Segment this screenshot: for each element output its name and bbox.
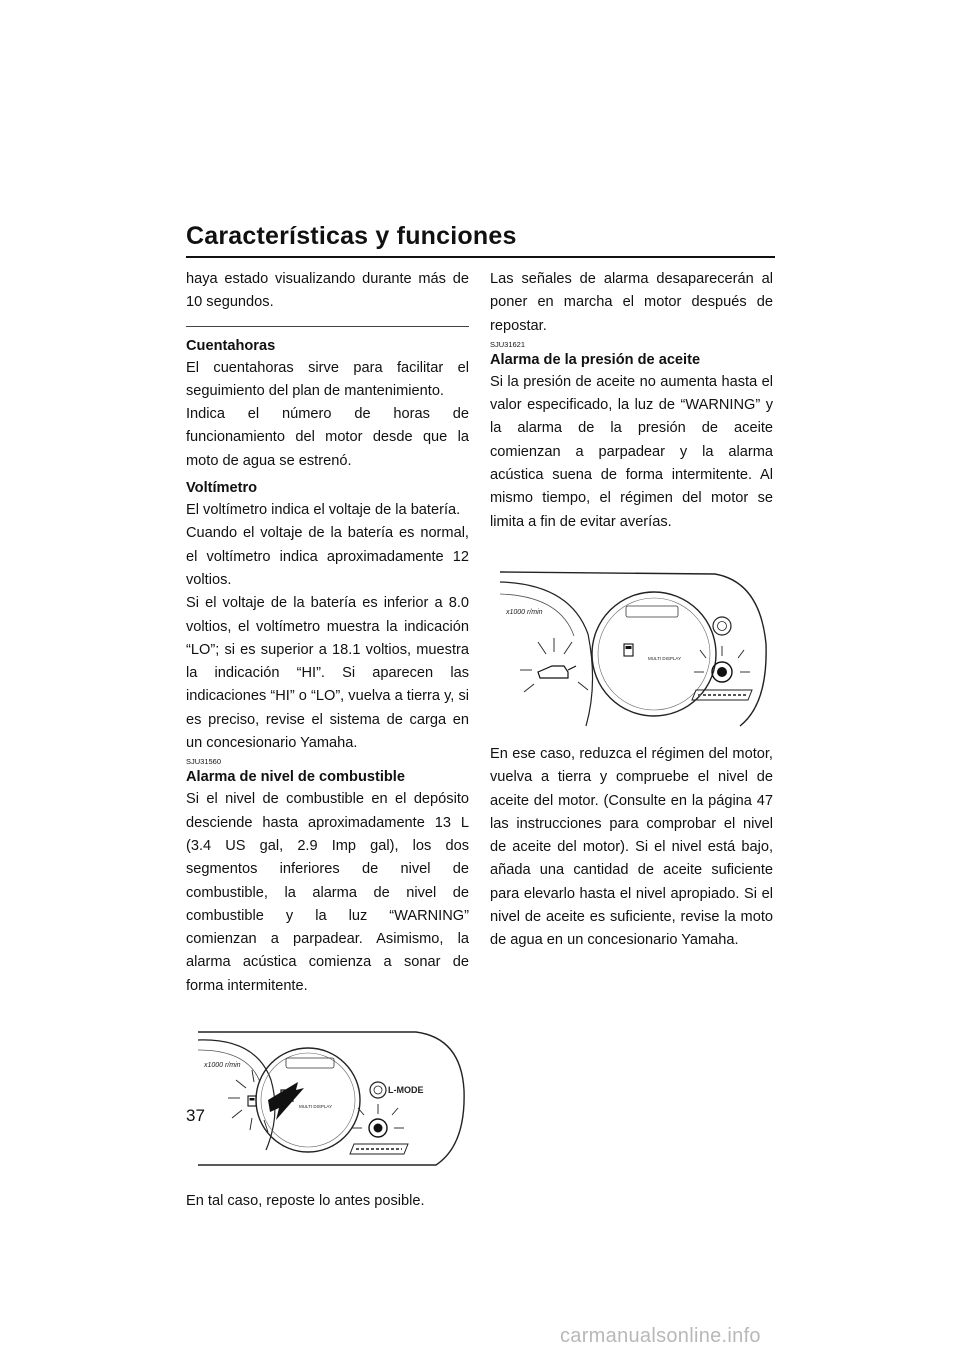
fuel-pump-icon bbox=[624, 644, 633, 656]
section-code: SJU31560 bbox=[186, 757, 222, 767]
page-title: Características y funciones bbox=[186, 222, 517, 250]
fuel-alarm-heading: Alarma de nivel de combustible bbox=[186, 769, 405, 786]
fuel-alarm-after: En tal caso, reposte lo antes posible. bbox=[186, 1193, 425, 1210]
section-code: SJU31621 bbox=[490, 339, 526, 349]
oil-alarm-heading: Alarma de la presión de aceite bbox=[490, 351, 701, 368]
watermark: carmanualsonline.info bbox=[560, 1325, 761, 1347]
gauge-label: x1000 r/min bbox=[204, 1062, 241, 1070]
page-number: 37 bbox=[186, 1106, 205, 1125]
gauge-label: x1000 r/min bbox=[506, 608, 543, 616]
voltmeter-heading: Voltímetro bbox=[186, 480, 258, 497]
left-column bbox=[186, 268, 469, 1213]
oil-pressure-icon bbox=[538, 666, 576, 678]
voltmeter-paragraph: Si el voltaje de la batería es inferior a 8.0 voltios, el voltímetro muestra la indicación “LO”; si es superior a 18.1 voltios, muestra la indicación “HI”. Si aparecen las indicaciones “HI” o “LO”, vuelva a tierra y, si es preciso, revise el sistema de carga en un concesionario Yamaha. bbox=[186, 595, 469, 752]
oil-alarm-after: En ese caso, reduzca el régimen del motor, vuelva a tierra y compruebe el nivel de aceite del motor. (Consulte en la página 47 las instrucciones para comprobar el nivel de aceite del motor). Si el nivel está bajo, añada una cantidad de aceite suficiente para elevarlo hasta el nivel apropiado. Si el nivel de aceite es suficiente, revise la moto de agua en un concesionario Yamaha. bbox=[490, 745, 773, 949]
voltmeter-paragraph: El voltímetro indica el voltaje de la batería. bbox=[186, 502, 461, 519]
fuel-alarm-paragraph: Si el nivel de combustible en el depósito desciende hasta aproximadamente 13 L (3.4 US gal, 2.9 Imp gal), los dos segmentos inferiores de nivel de combustible, la alarma de nivel de combustible y la luz “WARNING” comienzan a parpadear. Asimismo, la alarma acústica comienza a sonar de forma intermitente. bbox=[186, 791, 469, 994]
display-label: MULTI DISPLAY bbox=[648, 655, 682, 661]
section-separator bbox=[186, 326, 469, 327]
blink-rays bbox=[520, 638, 588, 692]
hour-meter-paragraph: Indica el número de horas de funcionamiento del motor desde que la moto de agua se estrenó. bbox=[186, 406, 469, 469]
intro-text: Las señales de alarma desaparecerán al poner en marcha el motor después de repostar. bbox=[490, 271, 773, 334]
display-label: MULTI DISPLAY bbox=[299, 1104, 333, 1110]
fuel-alarm-icon bbox=[248, 1096, 256, 1106]
hour-meter-paragraph: El cuentahoras sirve para facilitar el seguimiento del plan de mantenimiento. bbox=[186, 359, 469, 399]
mode-label: L-MODE bbox=[388, 1085, 424, 1096]
oil-alarm-paragraph: Si la presión de aceite no aumenta hasta el valor especificado, la luz de “WARNING” y la alarma de la presión de aceite comienzan a parpadear y la alarma acústica suena de forma intermitente. Al mismo tiempo, el régimen del motor se limita a fin de evitar averías. bbox=[490, 373, 773, 530]
oil-alarm-figure bbox=[490, 554, 773, 729]
fuel-alarm-figure bbox=[186, 1020, 469, 1170]
intro-text: haya estado visualizando durante más de 10 segundos. bbox=[186, 271, 469, 311]
title-rule bbox=[186, 256, 775, 258]
hour-meter-heading: Cuentahoras bbox=[186, 337, 276, 354]
voltmeter-paragraph: Cuando el voltaje de la batería es normal, el voltímetro indica aproximadamente 12 voltios. bbox=[186, 525, 469, 588]
right-column bbox=[490, 268, 773, 953]
